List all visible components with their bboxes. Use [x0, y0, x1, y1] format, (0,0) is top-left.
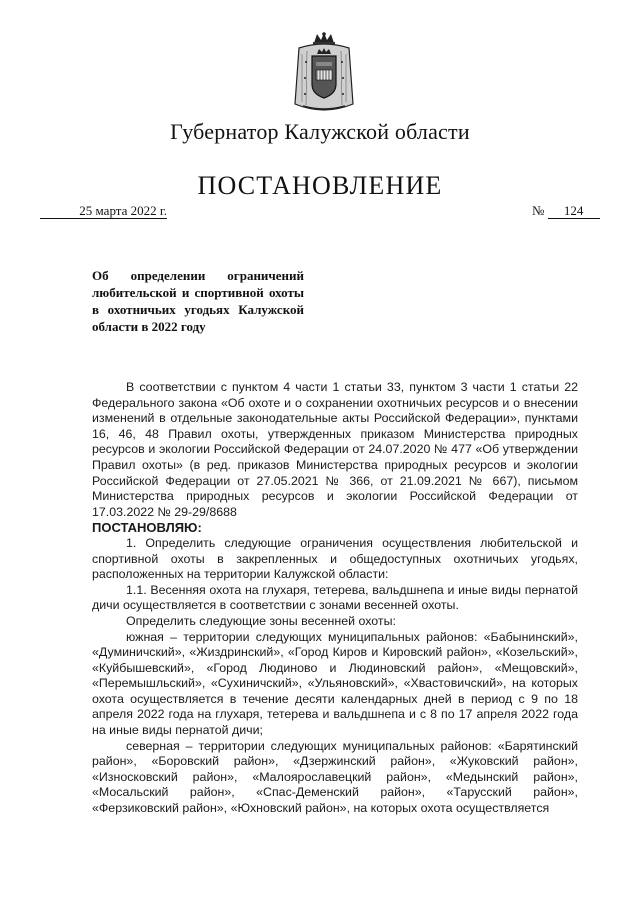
preamble-paragraph: В соответствии с пунктом 4 части 1 статьи 33, пунктом 3 части 1 статьи 22 Федерального закона «Об охоте и о сохранении охотничьих ресурсов и о внесении изменений в отдельные законодательные акты Российской Федерации», пунктами 16, 46, 48 Правил охоты, утвержденных приказом Министерства природных ресурсов и экологии Российской Федерации от 24.07.2020 № 477 «Об утверждении Правил охоты» (в ред. приказов Министерства природных ресурсов и экологии Российской Федерации от 27.05.2021 № 366, от 21.09.2021 № 667), письмом Министерства природных ресурсов и экологии Российской Федерации от 17.03.2022 № 29-29/8688	[92, 380, 578, 519]
document-number-block	[532, 203, 600, 219]
item-1-1-paragraph: 1.1. Весенняя охота на глухаря, тетерева, вальдшнепа и иные виды пернатой дичи осуществляется в соответствии с зонами весенней охоты.	[92, 582, 578, 613]
decree-word: ПОСТАНОВЛЯЮ:	[92, 520, 202, 536]
item-1-paragraph: 1. Определить следующие ограничения осуществления любительской и спортивной охоты в закрепленных и общедоступных охотничьих угодьях, расположенных на территории Калужской области:	[92, 535, 578, 582]
zone-south-paragraph: южная – территории следующих муниципальных районов: «Бабынинский», «Думиничский», «Жиздринский», «Город Киров и Кировский район», «Козельский», «Куйбышевский», «Город Людиново и Людиновский район», «Мещовский», «Перемышльский», «Сухиничский», «Ульяновский», «Хвастовичский», на которых охота осуществляется в течение десяти календарных дней в период с 9 по 18 апреля 2022 года на глухаря, тетерева и вальдшнепа и с 8 по 17 апреля 2022 года на иные виды пернатой дичи;	[92, 629, 578, 738]
document-date: 25 марта 2022 г.	[40, 203, 167, 219]
zone-north-paragraph: северная – территории следующих муниципальных районов: «Барятинский район», «Боровский район», «Дзержинский район», «Жуковский район», «Износковский район», «Малоярославецкий район», «Медынский район», «Мосальский район», «Спас-Деменский район», «Тарусский район», «Ферзиковский район», «Юхновский район», на которых охота осуществляется	[92, 738, 578, 816]
document-type-heading: ПОСТАНОВЛЕНИЕ	[197, 171, 443, 200]
zones-intro-paragraph: Определить следующие зоны весенней охоты:	[126, 613, 396, 628]
coat-of-arms-emblem	[293, 32, 355, 116]
issuer-heading: Губернатор Калужской области	[170, 119, 470, 144]
document-number: 124	[548, 203, 600, 219]
number-sign: №	[532, 203, 545, 218]
document-subject: Об определении ограничений любительской и спортивной охоты в охотничьих угодьях Калужской области в 2022 году	[92, 268, 304, 334]
document-body	[92, 380, 578, 817]
